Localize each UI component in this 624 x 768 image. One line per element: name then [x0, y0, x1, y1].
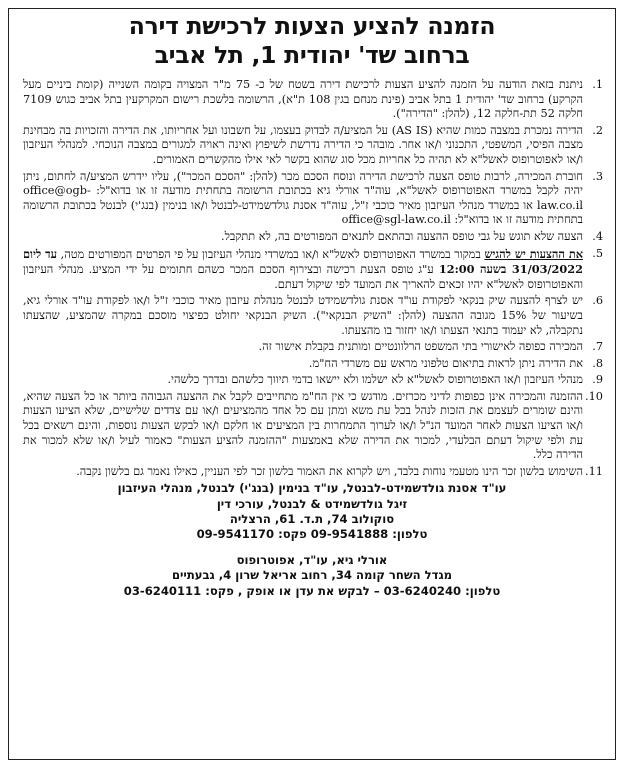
- clause-number: 8.: [592, 356, 603, 370]
- signature-block-guardian: [9, 553, 615, 599]
- clause-number: 4.: [592, 229, 603, 243]
- clause-text: מנהלי העיזבון ו/או האפוטרופוס לאשל"א לא ישלמו ולא יישאו בדמי תיווך כלשהם ובדרך כלשהי.: [167, 373, 583, 387]
- signature-guardian-address: מגדל השחר קומה 34, רחוב אריאל שרון 4, גבעתיים: [171, 568, 453, 583]
- signature-executors-address: סוקולוב 74, ת.ד. 61, הרצליה: [229, 511, 395, 526]
- clause-1: [23, 78, 603, 122]
- clause-10: [23, 390, 603, 463]
- signature-executors-names: עו"ד אסנת גולדשמידט-לבנטל, עו"ד בנימין (בנג'י) לבנטל, מנהלי העיזבון: [117, 481, 507, 496]
- title-line-2: ברחוב שד' יהודית 1, תל אביב: [154, 41, 470, 69]
- clause-6: [23, 294, 603, 338]
- clause-text: חוברת המכירה, לרבות טופס הצעה לרכישת הדירה ונוסח הסכם מכר (להלן: "הסכם המכר"), עליו יידרש המציע/ה לחתום, ניתן יהיה לקבל במשרד האפוטרופוס לאשל"א, עוה"ד אורלי גיא בכתובת הרשומה בתחתית מודעה זו או בדוא"ל: office@ogb-law.co.il או במשרד מנהלי העיזבון מאיר כוכבי ז"ל, עוה"ד אסנת גולדשמידט-לבנטל ו/או בנימין (בנג'י) לבנטל בכתובת הרשומה בתחתית מודעה זו או בדוא"ל: office@sgl-law.co.il: [23, 169, 583, 227]
- signature-guardian-name: אורלי גיא, עו"ד, אפוטרופוס: [236, 553, 388, 568]
- signature-block-executors: [9, 481, 615, 542]
- signature-executors-firm: זיגל גולדשמידט & לבנטל, עורכי דין: [216, 496, 408, 511]
- clause-text: ההזמנה והמכירה אינן כפופות לדיני מכרזים. מודגש כי אין הח"מ מתחייבים לקבל את ההצעה הגבוהה ביותר או כל הצעה שהיא, והינם שומרים לעצמם את הזכות לנהל בכל עת משא ומתן עם כל אחד מהמציעים ו/או עם צדדים שלישיים, שלא הציעו הצעות ו/או הציעו הצעות לאחר המועד הנ"ל ו/או לערוך התמחרות בין המציעים או חלקם ו/או לבקש הצעות נוספות, והינם רשאים בכל עת ולפי שיקול דעתם הבלעדי, למכור את הדירה שלא באמצעות "ההזמנה להציע הצעות" כאמור לעיל ו/או שלא למכור את הדירה כלל.: [23, 389, 583, 462]
- clause-text: המכירה כפופה לאישורי בתי המשפט הרלוונטיים ומותנית בקבלת אישור זה.: [258, 340, 583, 354]
- clause-number: 2.: [592, 123, 603, 137]
- clause-11: [23, 465, 603, 480]
- clause-text: את הדירה ניתן לראות בתיאום טלפוני מראש עם משרדי הח"מ.: [308, 356, 583, 370]
- clause-text: הצעה שלא תוגש על גבי טופס ההצעה ובהתאם לתנאים המפורטים בה, לא תתקבל.: [221, 229, 583, 243]
- clause-5: [23, 247, 603, 293]
- clause-text: יש לצרף להצעה שיק בנקאי לפקודת עו"ד אסנת גולדשמידט לבנטל מנהלת עיזבון מאיר כוכבי ז"ל ו/או לפקודת עו"ד אורלי גיא, בשיעור של 15% מגובה ההצעה (להלן: "השיק הבנקאי"). השיק הבנקאי יחולט כפיצוי מוסכם במקרה שהמציע, שהצעתו נתקבלה, לא יעמוד בתנאי הצעתו ו/או יחזור בו מהצעתו.: [23, 294, 583, 337]
- notice-title: [9, 12, 615, 70]
- clause-number: 9.: [592, 373, 603, 387]
- title-line-1: הזמנה להציע הצעות לרכישת דירה: [128, 12, 496, 40]
- clause-number: 7.: [592, 340, 603, 354]
- notice-frame: [8, 8, 616, 760]
- clause-8: [23, 357, 603, 372]
- signature-guardian-phone: טלפון: 03-6240240 – לבקש את עדן או אופק , פקס: 03-6240111: [123, 583, 501, 598]
- clause-number: 1.: [592, 78, 603, 91]
- signature-spacer: [9, 542, 615, 551]
- clause-5-deadline: עד ליום 31/03/2022 בשעה 12:00: [23, 246, 583, 277]
- clause-number: 11.: [585, 464, 603, 478]
- clause-text: [23, 247, 583, 293]
- clause-number: 5.: [592, 246, 603, 260]
- notice-body: [9, 70, 615, 479]
- clause-9: [23, 373, 603, 388]
- clause-7: [23, 340, 603, 355]
- signature-executors-phone: טלפון: 09-9541888 פקס: 09-9541170: [196, 527, 428, 542]
- clause-text: הדירה נמכרת במצבה כמות שהיא (AS IS) על המציע/ה לבדוק בעצמו, על חשבונו ועל אחריותו, את הדירה והזכויות בה מבחינת מצבה הפיסי, המשפטי, התכנוני ו/או אחר. מובהר כי הדירה נדרשת לשיפוץ ואינה ראויה למגורים במצבה הנוכחי. למנהלי העיזבון ו/או לאפוטרופוס לאשל"א לא תהיה כל אחריות מכל סוג שהוא בקשר לאי אילו מהקשרים האמורים.: [23, 123, 584, 166]
- clause-text: השימוש בלשון זכר הינו מטעמי נוחות בלבד, ויש לקרוא את האמור בלשון זכר לפי העניין, כאילו נאמר גם בלשון נקבה.: [76, 464, 583, 478]
- clause-text: ניתנת בזאת הודעה על הזמנה להציע הצעות לרכישת דירה בשטח של כ- 75 מ"ר המצויה בקומה השנייה (קומת ביניים מעל הקרקע) ברחוב שד' יהודית 1 בתל אביב (פינת מנחם בגין 108 ת"א), הרשומה בלשכת רישום המקרקעין בתל אביב כגוש 7109 חלקה 52 תת-חלקה 12, (להלן: "הדירה").: [23, 78, 583, 121]
- clause-2: [23, 124, 603, 168]
- clause-5-text-2: ע"ג טופס הצעת רכישה ובצירוף הסכם המכר כשהם חתומים על ידי המציע. מנהלי העיזבון והאפוטרופוס לאשל"א יהיו זכאים להאריך את המועד לפי שיקול דעתם.: [23, 263, 583, 291]
- clause-number: 10.: [585, 389, 603, 403]
- clause-number: 3.: [592, 169, 603, 183]
- clause-5-lead: את ההצעות יש להגיש: [484, 246, 583, 261]
- clause-3: [23, 170, 603, 228]
- clause-number: 6.: [592, 294, 603, 308]
- clause-4: [23, 230, 603, 245]
- clause-5-text: במקור במשרד האפוטרופוס לאשל"א ו/או במשרדי מנהלי העיזבון על פי הפרטים המפורטים מטה,: [56, 247, 485, 261]
